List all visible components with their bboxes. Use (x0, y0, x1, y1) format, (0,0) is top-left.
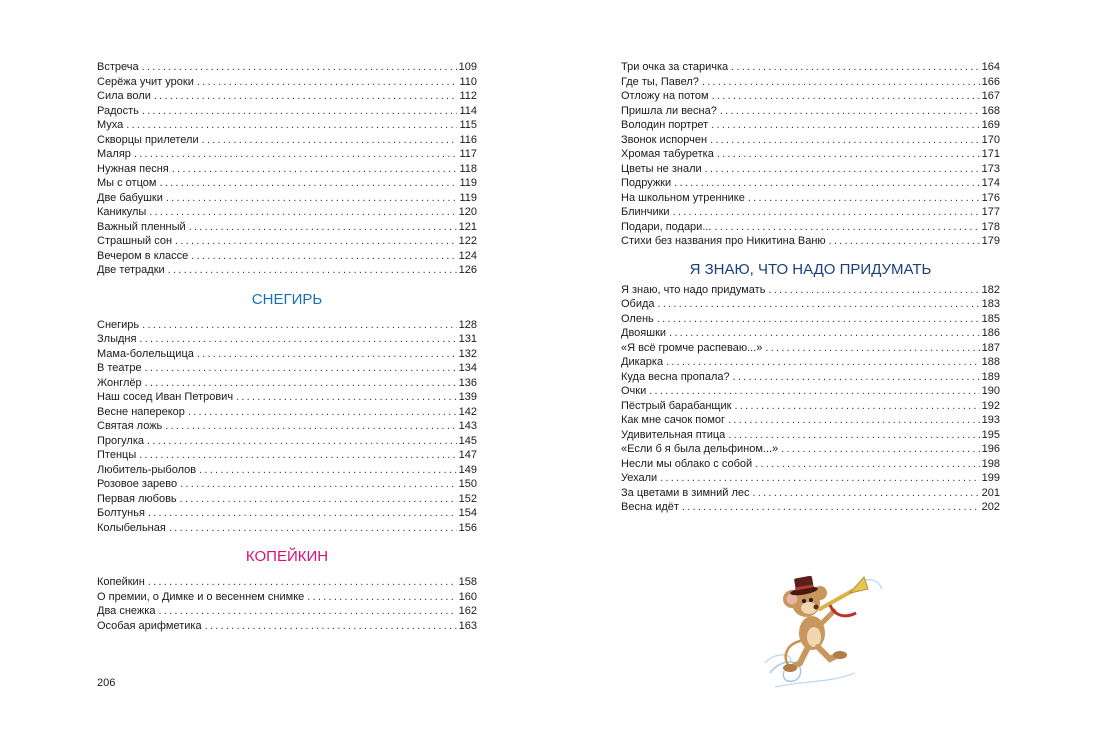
toc-entry-page: 170 (981, 133, 1000, 146)
toc-entry-page: 139 (458, 391, 477, 403)
toc-list-ya-znayu (621, 283, 1000, 515)
toc-entry-title: Важный пленный (97, 220, 186, 233)
toc-entry-page: 168 (981, 104, 1000, 117)
dot-leader (145, 361, 457, 376)
toc-entry (621, 89, 1000, 104)
toc-entry (97, 477, 477, 492)
toc-entry-page: 164 (981, 61, 1000, 73)
toc-entry (97, 176, 477, 191)
toc-entry (97, 376, 477, 391)
toc-entry-title: Два снежка (97, 605, 156, 617)
dot-leader (149, 205, 456, 220)
toc-entry-title: Скворцы прилетели (97, 133, 199, 146)
dot-leader (197, 347, 457, 362)
toc-entry (621, 176, 1000, 191)
dot-leader (768, 283, 979, 298)
toc-entry-page: 115 (459, 119, 477, 131)
toc-entry (621, 500, 1000, 515)
dot-leader (142, 318, 456, 333)
toc-entry-page: 202 (981, 501, 1000, 513)
toc-entry (621, 384, 1000, 399)
toc-entry-page: 187 (981, 341, 1000, 354)
toc-entry (97, 361, 477, 376)
toc-entry-page: 119 (459, 177, 477, 189)
toc-entry-title: Две тетрадки (97, 264, 165, 276)
toc-entry-title: Встреча (97, 61, 139, 73)
toc-entry (97, 332, 477, 347)
dot-leader (148, 506, 457, 521)
toc-entry-title: Муха (97, 119, 124, 131)
toc-entry (621, 220, 1000, 235)
toc-entry-title: Первая любовь (97, 492, 177, 505)
dot-leader (660, 471, 979, 486)
toc-entry (621, 341, 1000, 356)
toc-entry-title: Особая арифметика (97, 619, 202, 632)
toc-entry-title: Как мне сачок помог (621, 414, 726, 426)
toc-entry (97, 619, 477, 634)
toc-entry-title: Птенцы (97, 449, 137, 461)
section-heading-snegir: СНЕГИРЬ (251, 290, 323, 308)
dot-leader (139, 332, 456, 347)
toc-entry-page: 190 (981, 385, 1000, 397)
toc-entry (97, 249, 477, 264)
toc-entry-page: 201 (981, 486, 1000, 499)
toc-entry-page: 116 (459, 133, 477, 146)
toc-entry-page: 124 (458, 249, 477, 262)
toc-entry (97, 205, 477, 220)
section-heading-ya-znayu: Я ЗНАЮ, ЧТО НАДО ПРИДУМАТЬ (689, 260, 932, 278)
dot-leader (236, 390, 457, 405)
toc-entry-title: Злыдня (97, 333, 137, 345)
dot-leader (711, 118, 979, 133)
toc-entry-title: Стихи без названия про Никитина Ваню (621, 235, 826, 247)
dot-leader (202, 133, 458, 148)
dot-leader (142, 60, 457, 75)
toc-entry-page: 196 (981, 443, 1000, 455)
dot-leader (765, 341, 979, 356)
toc-entry (621, 326, 1000, 341)
toc-entry-page: 162 (458, 605, 477, 617)
toc-entry (97, 234, 477, 249)
dot-leader (734, 399, 979, 414)
toc-entry-page: 174 (981, 177, 1000, 189)
toc-entry-title: Колыбельная (97, 521, 166, 534)
toc-entry-page: 109 (458, 61, 477, 73)
toc-entry (97, 590, 477, 605)
dot-leader (165, 419, 456, 434)
toc-entry-title: Несли мы облако с собой (621, 457, 753, 470)
dot-leader (139, 448, 456, 463)
toc-entry-title: В театре (97, 362, 142, 374)
dot-leader (666, 355, 980, 370)
dot-leader (720, 104, 980, 119)
toc-entry-title: Отложу на потом (621, 90, 709, 102)
toc-entry-page: 167 (981, 90, 1000, 102)
toc-entry (97, 263, 477, 278)
toc-entry-page: 119 (459, 191, 477, 204)
toc-entry-title: Пришла ли весна? (621, 104, 717, 117)
toc-entry (97, 604, 477, 619)
dot-leader (199, 463, 457, 478)
dot-leader (712, 89, 980, 104)
toc-entry-title: Двояшки (621, 327, 667, 339)
toc-list-kopeikin (97, 575, 477, 633)
dot-leader (728, 413, 980, 428)
toc-entry (621, 486, 1000, 501)
toc-entry-page: 118 (459, 162, 477, 175)
toc-entry (621, 191, 1000, 206)
toc-entry-page: 188 (981, 356, 1000, 368)
toc-entry-title: Наш сосед Иван Петрович (97, 391, 234, 403)
toc-entry (97, 75, 477, 90)
toc-entry (621, 133, 1000, 148)
toc-entry (621, 297, 1000, 312)
toc-entry-title: Прогулка (97, 434, 145, 447)
dot-leader (658, 297, 980, 312)
toc-entry-title: Две бабушки (97, 191, 163, 204)
toc-entry (621, 283, 1000, 298)
toc-entry-page: 173 (981, 162, 1000, 175)
dot-leader (166, 191, 458, 206)
toc-entry-title: Володин портрет (621, 119, 709, 131)
toc-entry (97, 521, 477, 536)
toc-entry (621, 428, 1000, 443)
toc-entry (97, 463, 477, 478)
dot-leader (702, 75, 980, 90)
dot-leader (154, 89, 458, 104)
toc-entry-title: Мама-болельщица (97, 347, 194, 360)
toc-entry-page: 193 (981, 414, 1000, 426)
toc-entry-title: Блинчики (621, 206, 670, 218)
toc-entry-title: Хромая табуретка (621, 148, 714, 160)
dot-leader (733, 370, 980, 385)
dot-leader (705, 162, 980, 177)
toc-entry-title: Уехали (621, 472, 658, 484)
toc-entry-page: 160 (458, 590, 477, 603)
toc-entry (97, 318, 477, 333)
dot-leader (649, 384, 979, 399)
toc-entry (97, 434, 477, 449)
toc-entry (621, 312, 1000, 327)
dot-leader (674, 176, 980, 191)
toc-entry (97, 492, 477, 507)
toc-entry (97, 147, 477, 162)
dot-leader (159, 176, 457, 191)
dot-leader (755, 457, 980, 472)
dot-leader (180, 492, 457, 507)
toc-entry (621, 442, 1000, 457)
toc-entry-title: Сила воли (97, 90, 151, 102)
dot-leader (197, 75, 458, 90)
toc-entry-title: Очки (621, 385, 647, 397)
toc-entry-title: Удивительная птица (621, 428, 726, 441)
toc-entry-page: 131 (458, 333, 477, 345)
toc-entry-page: 110 (459, 75, 477, 88)
dot-leader (673, 205, 980, 220)
toc-entry (621, 205, 1000, 220)
toc-entry-title: Цветы не знали (621, 162, 702, 175)
toc-entry-title: «Если б я была дельфином...» (621, 443, 779, 455)
toc-entry-title: Любитель-рыболов (97, 463, 197, 476)
dot-leader (147, 434, 457, 449)
toc-entry-title: Страшный сон (97, 235, 173, 247)
dot-leader (781, 442, 979, 457)
toc-entry (97, 405, 477, 420)
toc-entry (97, 118, 477, 133)
toc-entry-title: Я знаю, что надо придумать (621, 283, 766, 296)
toc-entry-page: 145 (458, 434, 477, 447)
toc-entry (97, 506, 477, 521)
dot-leader (142, 104, 458, 119)
dot-leader (188, 405, 457, 420)
toc-entry (97, 220, 477, 235)
dot-leader (191, 249, 456, 264)
toc-entry-page: 185 (981, 312, 1000, 325)
toc-entry (621, 60, 1000, 75)
toc-list-snegir (97, 318, 477, 536)
dot-leader (728, 428, 979, 443)
toc-entry-page: 142 (458, 405, 477, 418)
toc-entry-title: Серёжа учит уроки (97, 75, 194, 88)
toc-entry-page: 152 (458, 492, 477, 505)
toc-entry (621, 355, 1000, 370)
toc-entry (621, 370, 1000, 385)
toc-entry-title: Святая ложь (97, 420, 163, 432)
toc-entry-page: 189 (981, 370, 1000, 383)
toc-entry-page: 149 (458, 463, 477, 476)
toc-entry (621, 457, 1000, 472)
dot-leader (145, 376, 457, 391)
toc-entry-page: 156 (458, 521, 477, 534)
toc-entry-title: Весна идёт (621, 501, 679, 513)
toc-entry-page: 147 (458, 449, 477, 461)
toc-entry (621, 471, 1000, 486)
toc-entry (621, 118, 1000, 133)
toc-entry (621, 104, 1000, 119)
toc-entry-title: Вечером в классе (97, 249, 189, 262)
toc-entry-page: 121 (458, 220, 477, 233)
toc-entry-title: Олень (621, 312, 654, 325)
page-number: 206 (97, 677, 116, 689)
toc-entry-title: Розовое зарево (97, 478, 178, 490)
dot-leader (180, 477, 457, 492)
dot-leader (731, 60, 979, 75)
toc-entry-title: Жонглёр (97, 376, 142, 389)
toc-entry-page: 158 (458, 576, 477, 588)
toc-entry (97, 390, 477, 405)
toc-list-left-top (97, 60, 477, 278)
toc-entry-title: Обида (621, 298, 655, 310)
toc-entry-page: 114 (459, 104, 477, 117)
toc-entry-page: 117 (459, 148, 477, 160)
toc-entry-title: Мы с отцом (97, 177, 157, 189)
toc-entry-page: 134 (458, 362, 477, 374)
toc-entry-page: 112 (459, 90, 477, 102)
dot-leader (748, 191, 980, 206)
toc-entry-page: 154 (458, 507, 477, 519)
toc-entry-page: 186 (981, 327, 1000, 339)
toc-entry-title: Радость (97, 104, 139, 117)
dot-leader (158, 604, 456, 619)
toc-entry (97, 191, 477, 206)
toc-entry-page: 179 (981, 235, 1000, 247)
toc-entry-title: На школьном утреннике (621, 191, 745, 204)
dot-leader (657, 312, 980, 327)
dot-leader (710, 133, 980, 148)
toc-entry (97, 419, 477, 434)
toc-entry-title: «Я всё громче распеваю...» (621, 341, 763, 354)
toc-entry-page: 166 (981, 75, 1000, 88)
toc-entry-page: 163 (458, 619, 477, 632)
dot-leader (307, 590, 456, 605)
dot-leader (715, 220, 980, 235)
toc-entry-page: 176 (981, 191, 1000, 204)
toc-entry-page: 198 (981, 457, 1000, 470)
dot-leader (717, 147, 980, 162)
toc-entry-page: 169 (981, 119, 1000, 131)
toc-entry-title: Копейкин (97, 576, 145, 588)
toc-entry-page: 183 (981, 298, 1000, 310)
toc-entry (621, 147, 1000, 162)
toc-entry-page: 192 (981, 399, 1000, 412)
toc-entry-title: Подари, подари... (621, 220, 712, 233)
dot-leader (126, 118, 457, 133)
toc-entry (97, 60, 477, 75)
toc-entry-title: Снегирь (97, 318, 140, 331)
dot-leader (669, 326, 980, 341)
toc-entry-title: Нужная песня (97, 162, 169, 175)
toc-entry-page: 177 (981, 206, 1000, 218)
toc-entry-title: Дикарка (621, 356, 664, 368)
toc-entry-title: Пёстрый барабанщик (621, 399, 732, 412)
toc-entry (97, 448, 477, 463)
toc-entry-page: 199 (981, 472, 1000, 484)
mouse-with-trumpet-icon (760, 563, 890, 693)
toc-entry-title: Куда весна пропала? (621, 370, 730, 383)
toc-entry (621, 413, 1000, 428)
toc-entry-page: 120 (458, 206, 477, 218)
toc-entry-page: 171 (981, 148, 1000, 160)
toc-entry-title: За цветами в зимний лес (621, 486, 750, 499)
dot-leader (134, 147, 458, 162)
dot-leader (148, 575, 457, 590)
toc-entry (97, 133, 477, 148)
toc-entry-title: Маляр (97, 148, 131, 160)
toc-entry (97, 162, 477, 177)
dot-leader (175, 234, 457, 249)
toc-entry-title: Подружки (621, 177, 672, 189)
toc-entry-page: 182 (981, 283, 1000, 296)
toc-entry-page: 136 (458, 376, 477, 389)
toc-entry-page: 143 (458, 420, 477, 432)
toc-entry-title: Весне наперекор (97, 405, 185, 418)
toc-entry (621, 162, 1000, 177)
toc-entry (621, 75, 1000, 90)
toc-entry-title: О премии, о Димке и о весеннем снимке (97, 590, 305, 603)
right-column (621, 60, 1000, 515)
toc-entry (97, 347, 477, 362)
toc-entry-page: 178 (981, 220, 1000, 233)
toc-entry-title: Звонок испорчен (621, 133, 708, 146)
toc-entry (97, 104, 477, 119)
section-heading-kopeikin: КОПЕЙКИН (245, 548, 329, 565)
toc-entry (621, 234, 1000, 249)
toc-entry-page: 195 (981, 428, 1000, 441)
toc-entry (97, 89, 477, 104)
toc-entry-page: 132 (458, 347, 477, 360)
toc-entry-title: Болтунья (97, 507, 145, 519)
toc-entry-page: 122 (458, 235, 477, 247)
toc-entry-title: Где ты, Павел? (621, 75, 699, 88)
dot-leader (205, 619, 457, 634)
dot-leader (169, 521, 457, 536)
dot-leader (189, 220, 457, 235)
toc-entry-page: 126 (458, 264, 477, 276)
dot-leader (829, 234, 980, 249)
dot-leader (753, 486, 980, 501)
toc-list-right-top (621, 60, 1000, 249)
left-column (97, 60, 477, 633)
toc-entry-page: 128 (458, 318, 477, 331)
toc-entry (97, 575, 477, 590)
toc-entry-title: Три очка за старичка (621, 61, 729, 73)
toc-entry (621, 399, 1000, 414)
toc-entry-page: 150 (458, 478, 477, 490)
toc-entry-title: Каникулы (97, 206, 147, 218)
dot-leader (168, 263, 457, 278)
dot-leader (172, 162, 458, 177)
dot-leader (682, 500, 980, 515)
